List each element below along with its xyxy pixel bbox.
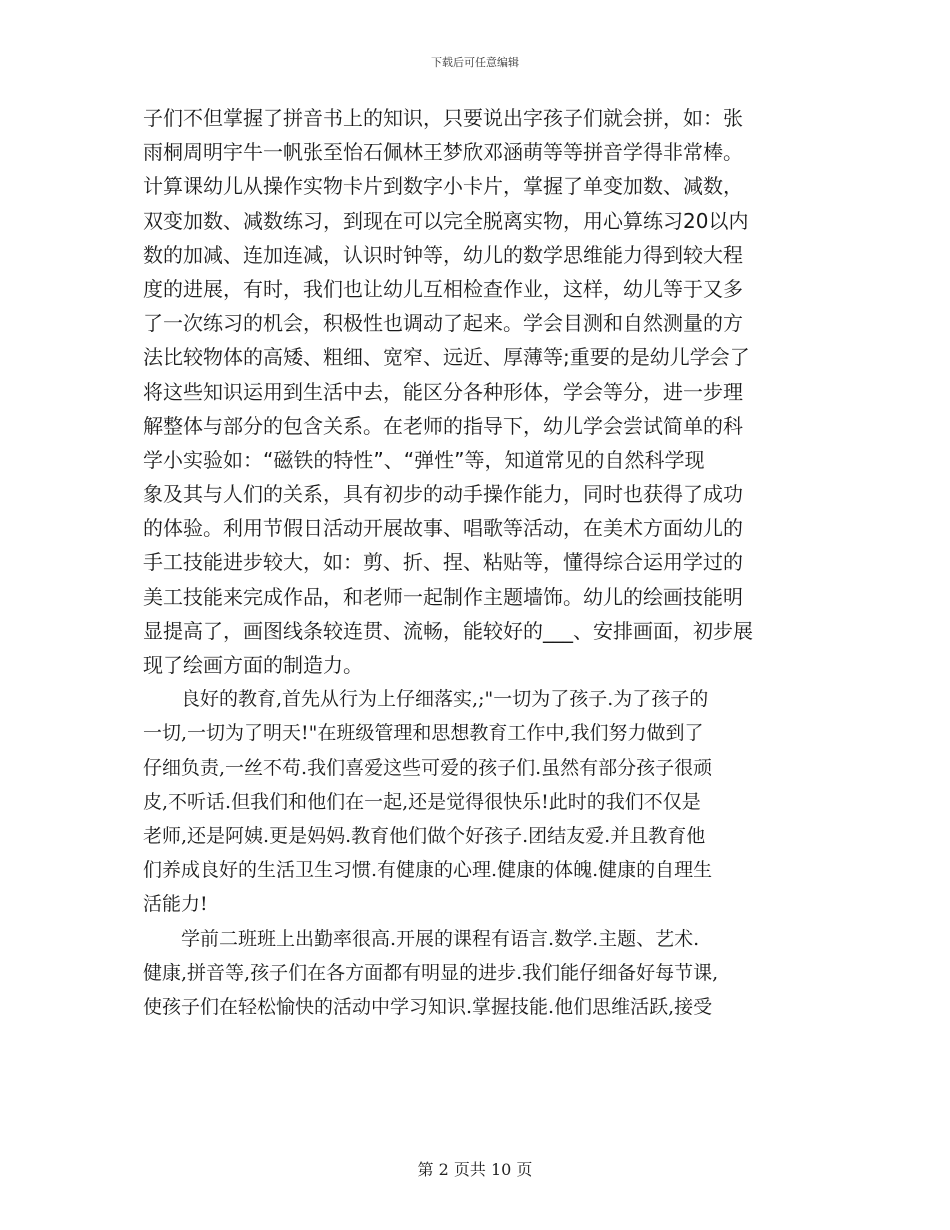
text-line: 计算课幼儿从操作实物卡片到数字小卡片，掌握了单变加数、减数，: [143, 174, 743, 199]
paragraph-2: [143, 682, 815, 921]
text-line: 手工技能进步较大，如：剪、折、捏、粘贴等，懂得综合运用学过的: [143, 550, 743, 575]
text-line: 一切,一切为了明天!"在班级管理和思想教育工作中,我们努力做到了: [143, 722, 704, 745]
text-line: 健康,拼音等,孩子们在各方面都有明显的进步.我们能仔细备好每节课,: [143, 961, 719, 984]
text-line: 雨桐周明宇牛一帆张至怡石佩林王梦欣邓涵萌等等拼音学得非常棒。: [143, 140, 743, 165]
paragraph-1: [143, 101, 815, 682]
text-line: 象及其与人们的关系，具有初步的动手操作能力，同时也获得了成功: [143, 482, 743, 507]
text-line: 良好的教育,首先从行为上仔细落实,;"一切为了孩子.为了孩子的: [143, 688, 709, 711]
page-footer: 第 2 页共 10 页: [417, 1160, 533, 1179]
text-line: 数的加减、连加连减，认识时钟等，幼儿的数学思维能力得到较大程: [143, 242, 743, 267]
text-line: 法比较物体的高矮、粗细、宽窄、远近、厚薄等;重要的是幼儿学会了: [143, 345, 750, 370]
text-line: 学前二班班上出勤率很高.开展的课程有语言.数学.主题、艺术.: [143, 927, 700, 950]
text-line: 美工技能来完成作品，和老师一起制作主题墙饰。幼儿的绘画技能明: [143, 584, 743, 609]
text-line: 学小实验如：“磁铁的特性”、“弹性”等，知道常见的自然科学现: [143, 447, 705, 472]
text-line: 双变加数、减数练习，到现在可以完全脱离实物，用心算练习20以内: [143, 208, 749, 233]
document-body: [143, 101, 815, 1024]
text-line: 解整体与部分的包含关系。在老师的指导下，幼儿学会尝试简单的科: [143, 413, 743, 438]
text-line: 显提高了，画图线条较连贯、流畅，能较好的___、安排画面，初步展: [143, 618, 753, 643]
text-line: 老师,还是阿姨.更是妈妈.教育他们做个好孩子.团结友爱.并且教育他: [143, 824, 706, 847]
text-line: 使孩子们在轻松愉快的活动中学习知识.掌握技能.他们思维活跃,接受: [143, 995, 713, 1018]
text-line: 将这些知识运用到生活中去，能区分各种形体，学会等分，进一步理: [143, 379, 743, 404]
text-line: 子们不但掌握了拼音书上的知识，只要说出字孩子们就会拼，如：张: [143, 106, 743, 130]
text-line: 仔细负责,一丝不苟.我们喜爱这些可爱的孩子们.虽然有部分孩子很顽: [143, 756, 713, 779]
page-header: 下载后可任意编辑: [431, 56, 519, 69]
text-line: 皮,不听话.但我们和他们在一起,还是觉得很快乐!此时的我们不仅是: [143, 790, 701, 813]
text-line: 现了绘画方面的制造力。: [143, 653, 363, 677]
text-line: 活能力!: [143, 893, 208, 916]
text-line: 度的进展，有时，我们也让幼儿互相检查作业，这样，幼儿等于又多: [143, 276, 743, 301]
text-line: 们养成良好的生活卫生习惯.有健康的心理.健康的体魄.健康的自理生: [143, 859, 713, 882]
text-line: 了一次练习的机会，积极性也调动了起来。学会目测和自然测量的方: [143, 311, 743, 336]
text-line: 的体验。利用节假日活动开展故事、唱歌等活动，在美术方面幼儿的: [143, 516, 743, 541]
paragraph-3: [143, 922, 815, 1025]
